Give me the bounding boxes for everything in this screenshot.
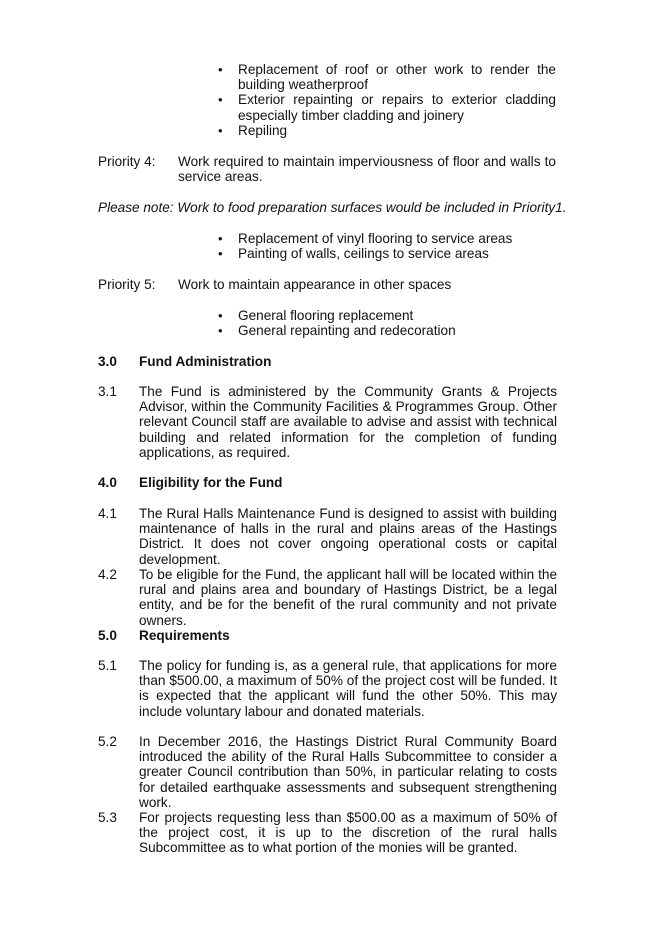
bullet-item: • Repiling [218, 123, 556, 138]
bullet-item: • Replacement of roof or other work to render the building weatherproof [218, 62, 556, 92]
bullet-item: • General flooring replacement [218, 308, 556, 323]
priority4-text: Work required to maintain imperviousness of floor and walls to service areas. [178, 154, 556, 185]
bullet-item: • General repainting and redecoration [218, 323, 556, 338]
paragraph-number: 5.2 [98, 734, 117, 749]
section-heading: Fund Administration [139, 354, 272, 369]
paragraph-text: To be eligible for the Fund, the applicant hall will be located within the rural and plains area and boundary of Hastings District, be a legal entity, and be for the benefit of the rural community and not private owners. [139, 567, 557, 628]
paragraph-number: 4.2 [98, 567, 117, 582]
paragraph-text: The policy for funding is, as a general rule, that applications for more than $500.00, a maximum of 50% of the project cost will be funded. It is expected that the applicant will fund the other 50%. This may include voluntary labour and donated materials. [139, 658, 557, 719]
bullet-item: • Painting of walls, ceilings to service areas [218, 246, 556, 261]
bullet-item: • Exterior repainting or repairs to exterior cladding especially timber cladding and joinery [218, 92, 556, 122]
paragraph-text: The Rural Halls Maintenance Fund is designed to assist with building maintenance of halls in the rural and plains areas of the Hastings District. It does not cover ongoing operational costs or capital development. [139, 506, 557, 567]
bullet-item: • Replacement of vinyl flooring to service areas [218, 231, 556, 246]
section-number: 4.0 [98, 475, 117, 490]
section-number: 5.0 [98, 628, 117, 643]
paragraph-number: 3.1 [98, 384, 117, 399]
priority5-label: Priority 5: [98, 277, 156, 292]
priority4-bullet-list [218, 231, 556, 261]
section-number: 3.0 [98, 354, 117, 369]
paragraph-text: In December 2016, the Hastings District Rural Community Board introduced the ability of the Rural Halls Subcommittee to consider a greater Council contribution than 50%, in particular relating to costs for detailed earthquake assessments and subsequent strengthening work. [139, 734, 557, 810]
paragraph-text: The Fund is administered by the Community Grants & Projects Advisor, within the Community Facilities & Programmes Group. Other relevant Council staff are available to advise and assist with technical building and related information for the completion of funding applications, as required. [139, 384, 557, 460]
priority4-note: Please note: Work to food preparation surfaces would be included in Priority1. [98, 200, 567, 215]
priority3-bullet-list [218, 62, 556, 138]
paragraph-number: 4.1 [98, 506, 117, 521]
section-heading: Eligibility for the Fund [139, 475, 283, 490]
priority5-text: Work to maintain appearance in other spaces [178, 277, 452, 292]
paragraph-text: For projects requesting less than $500.00 as a maximum of 50% of the project cost, it is up to the discretion of the rural halls Subcommittee as to what portion of the monies will be granted. [139, 810, 557, 856]
paragraph-number: 5.1 [98, 658, 117, 673]
priority4-label: Priority 4: [98, 154, 156, 169]
paragraph-number: 5.3 [98, 810, 117, 825]
priority5-bullet-list [218, 308, 556, 338]
section-heading: Requirements [139, 628, 230, 643]
